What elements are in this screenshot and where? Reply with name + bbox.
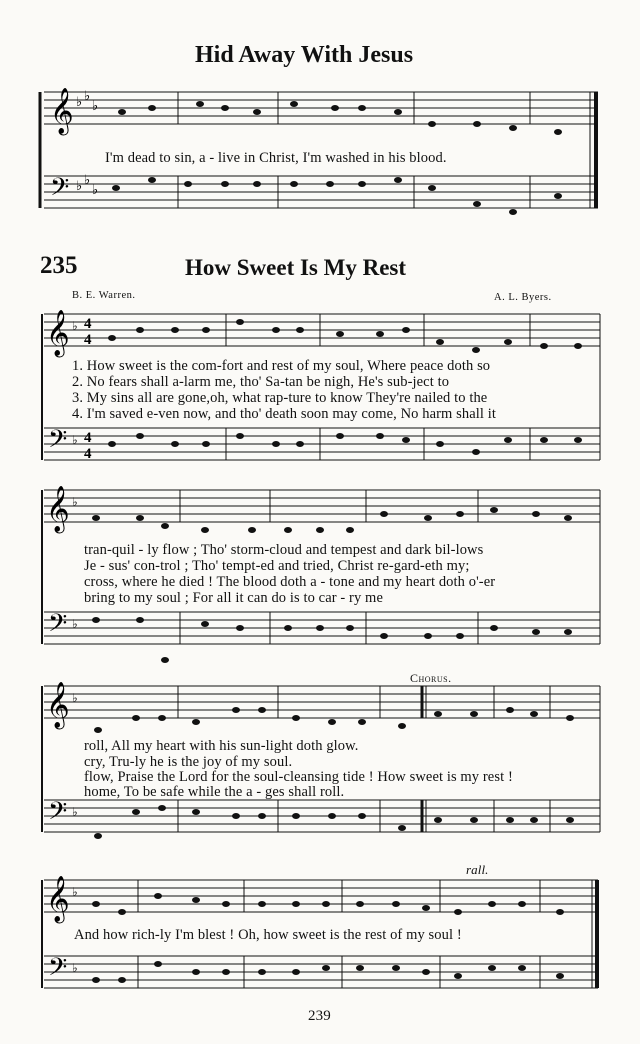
verse-2-line-3: cry, Tru-ly he is the joy of my soul.	[84, 754, 293, 770]
svg-text:𝄢: 𝄢	[48, 953, 68, 988]
verse-1-line-3: roll, All my heart with his sun-light doth glow.	[84, 738, 359, 754]
svg-text:♭: ♭	[72, 617, 78, 631]
chorus-label: Chorus.	[410, 671, 452, 685]
tempo-marking: rall.	[466, 862, 489, 877]
verse-3-line-2: cross, where he died ! The blood doth a - tone and my heart doth o'-er	[84, 574, 496, 590]
svg-text:♭: ♭	[72, 433, 78, 447]
verse-3-line-3: flow, Praise the Lord for the soul-cleansing tide ! How sweet is my rest !	[84, 769, 513, 785]
svg-text:𝄢: 𝄢	[50, 173, 70, 208]
svg-text:♭: ♭	[72, 691, 78, 705]
verse-2-line-1: 2. No fears shall a-larm me, tho' Sa-tan be nigh, He's sub-ject to	[72, 374, 450, 390]
svg-text:♭: ♭	[72, 319, 78, 333]
svg-text:♭: ♭	[72, 961, 78, 975]
svg-text:𝄞: 𝄞	[46, 876, 70, 922]
verse-4-line-1: 4. I'm saved e-ven now, and tho' death soon may come, No harm shall it	[72, 406, 497, 422]
svg-text:𝄢: 𝄢	[48, 797, 68, 832]
verse-1-line-2: tran-quil - ly flow ; Tho' storm-cloud and tempest and dark bil-lows	[84, 542, 484, 558]
page-number: 239	[308, 1008, 331, 1024]
svg-text:♭: ♭	[92, 98, 99, 113]
hymn-title-hid-away: Hid Away With Jesus	[195, 42, 414, 68]
svg-text:♭: ♭	[92, 182, 99, 197]
svg-text:4: 4	[84, 430, 92, 446]
svg-text:𝄢: 𝄢	[48, 425, 68, 460]
svg-text:♭: ♭	[72, 885, 78, 899]
svg-text:𝄞: 𝄞	[46, 682, 70, 728]
hymn-number: 235	[40, 252, 78, 279]
svg-text:4: 4	[84, 446, 92, 462]
verse-4-line-3: home, To be safe while the a - ges shall roll.	[84, 784, 345, 800]
chorus-last-line: And how rich-ly I'm blest ! Oh, how sweet is the rest of my soul !	[74, 927, 462, 943]
svg-text:♭: ♭	[72, 805, 78, 819]
hymn-title: How Sweet Is My Rest	[185, 255, 407, 280]
verse-1-line-1: 1. How sweet is the com-fort and rest of my soul, Where peace doth so	[72, 358, 491, 374]
svg-text:𝄢: 𝄢	[48, 609, 68, 644]
svg-text:𝄞: 𝄞	[46, 486, 70, 532]
top-hymn-lyric: I'm dead to sin, a - live in Christ, I'm washed in his blood.	[105, 150, 447, 166]
author-credit: B. E. Warren.	[72, 290, 136, 301]
svg-text:♭: ♭	[84, 88, 91, 103]
verse-4-line-2: bring to my soul ; For all it can do is to car - ry me	[84, 590, 383, 606]
svg-text:𝄞: 𝄞	[50, 88, 74, 134]
verse-2-line-2: Je - sus' con-trol ; Tho' tempt-ed and tried, Christ re-gard-eth my;	[84, 558, 470, 574]
svg-text:𝄞: 𝄞	[46, 310, 70, 356]
verse-3-line-1: 3. My sins all are gone,oh, what rap-ture to know They're nailed to the	[72, 390, 488, 406]
svg-text:♭: ♭	[84, 172, 91, 187]
composer-credit: A. L. Byers.	[494, 292, 552, 303]
svg-text:♭: ♭	[76, 94, 83, 109]
svg-text:4: 4	[84, 332, 92, 348]
svg-text:4: 4	[84, 316, 92, 332]
svg-text:♭: ♭	[72, 495, 78, 509]
svg-text:♭: ♭	[76, 178, 83, 193]
